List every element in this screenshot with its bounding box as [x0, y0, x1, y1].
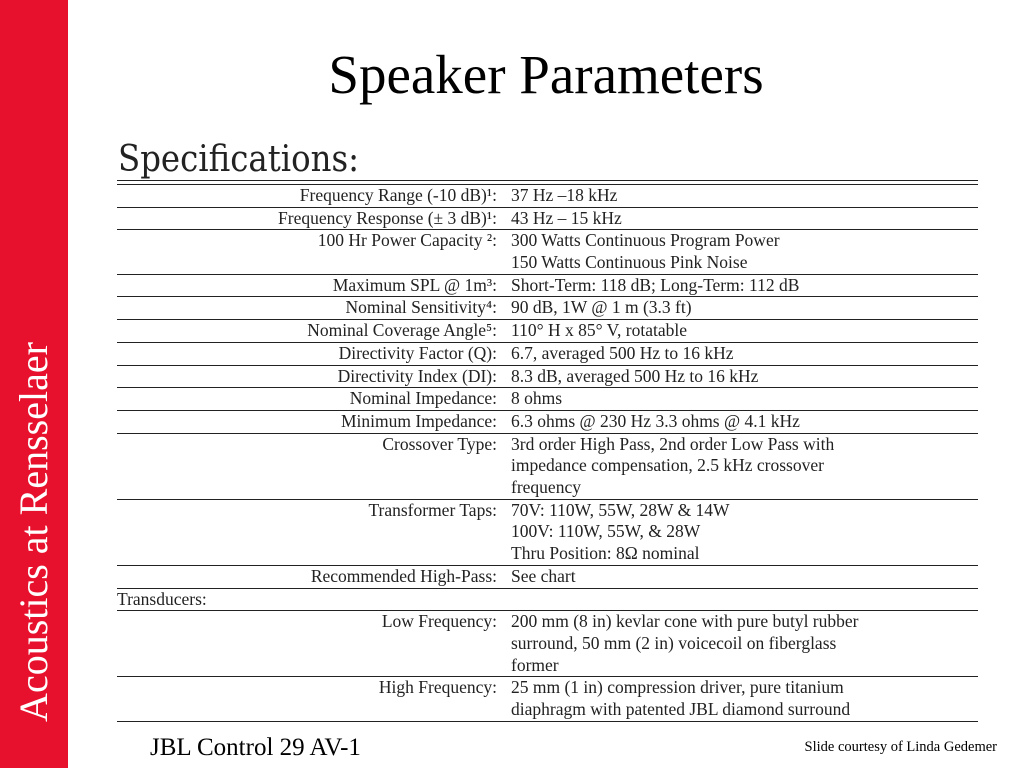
spec-value [507, 343, 978, 365]
spec-value-line: 150 Watts Continuous Pink Noise [511, 252, 748, 273]
slide-title: Speaker Parameters [328, 44, 764, 105]
specifications-heading: Specifications: [118, 139, 360, 180]
spec-value-line: 6.7, averaged 500 Hz to 16 kHz [511, 342, 734, 363]
table-row [117, 434, 978, 500]
spec-value [507, 185, 978, 207]
spec-value-line: frequency [511, 477, 581, 498]
spec-value-line: 37 Hz –18 kHz [511, 185, 618, 205]
spec-value [507, 275, 978, 297]
spec-value [507, 500, 978, 565]
spec-value-line: Short-Term: 118 dB; Long-Term: 112 dB [511, 274, 800, 295]
spec-label: Directivity Index (DI): [337, 365, 497, 386]
spec-value-line: 300 Watts Continuous Program Power [511, 230, 780, 251]
table-row [117, 411, 978, 434]
spec-label: Directivity Factor (Q): [338, 342, 497, 363]
spec-label: Frequency Response (± 3 dB)¹: [278, 207, 497, 228]
spec-value-line: 6.3 ohms @ 230 Hz 3.3 ohms @ 4.1 kHz [511, 411, 800, 431]
spec-value-line: 8 ohms [511, 388, 563, 409]
specifications-table [117, 180, 978, 722]
table-row [117, 388, 978, 411]
spec-label: Frequency Range (-10 dB)¹: [299, 185, 497, 205]
table-row [117, 208, 978, 231]
spec-label: Nominal Impedance: [349, 388, 497, 409]
spec-value-line: 25 mm (1 in) compression driver, pure titanium [511, 677, 844, 698]
table-row [117, 230, 978, 274]
spec-label: Recommended High-Pass: [310, 565, 497, 586]
spec-label: High Frequency: [378, 677, 497, 698]
spec-value [507, 230, 978, 273]
spec-label: Transformer Taps: [368, 499, 497, 520]
spec-label: Crossover Type: [382, 433, 497, 454]
spec-label: Nominal Sensitivity⁴: [345, 297, 497, 318]
spec-value [507, 611, 978, 676]
table-row [117, 185, 978, 208]
spec-value [507, 434, 978, 499]
table-row [117, 611, 978, 677]
spec-value [507, 320, 978, 342]
spec-value-line: 43 Hz – 15 kHz [511, 207, 622, 228]
transducers-section-label: Transducers: [117, 589, 978, 612]
table-row [117, 500, 978, 566]
spec-value-line: 110° H x 85° V, rotatable [511, 320, 688, 341]
table-row [117, 677, 978, 721]
spec-value [507, 366, 978, 388]
spec-value [507, 208, 978, 230]
table-row [117, 297, 978, 320]
spec-label: Nominal Coverage Angle⁵: [307, 320, 497, 341]
spec-value-line: diaphragm with patented JBL diamond surround [511, 698, 851, 719]
spec-value [507, 388, 978, 410]
spec-value-line: former [511, 654, 559, 675]
spec-value-line: Thru Position: 8Ω nominal [511, 543, 700, 564]
table-row [117, 320, 978, 343]
spec-value [507, 566, 978, 588]
spec-value-line: 70V: 110W, 55W, 28W & 14W [511, 499, 730, 520]
sidebar-band [0, 0, 68, 768]
footer-model-name: JBL Control 29 AV-1 [150, 734, 361, 761]
spec-value-line: 90 dB, 1W @ 1 m (3.3 ft) [511, 297, 692, 318]
spec-value-line: impedance compensation, 2.5 kHz crossover [511, 455, 824, 476]
table-row [117, 275, 978, 298]
sidebar-label: Acoustics at Rensselaer [11, 342, 56, 722]
spec-value-line: See chart [511, 565, 576, 586]
spec-label: Minimum Impedance: [340, 411, 497, 431]
table-row [117, 566, 978, 589]
spec-value [507, 297, 978, 319]
spec-label: Low Frequency: [381, 611, 497, 632]
spec-value-line: 8.3 dB, averaged 500 Hz to 16 kHz [511, 365, 759, 386]
footer-credit: Slide courtesy of Linda Gedemer [804, 739, 997, 755]
spec-value-line: 100V: 110W, 55W, & 28W [511, 521, 701, 542]
spec-value-line: 3rd order High Pass, 2nd order Low Pass with [511, 433, 835, 454]
spec-value-line: surround, 50 mm (2 in) voicecoil on fiberglass [511, 632, 837, 653]
spec-value-line: 200 mm (8 in) kevlar cone with pure butyl rubber [511, 611, 859, 632]
table-row [117, 343, 978, 366]
spec-rows [117, 185, 978, 589]
spec-value [507, 677, 978, 720]
spec-value [507, 411, 978, 433]
transducer-rows [117, 611, 978, 721]
spec-label: 100 Hr Power Capacity ²: [317, 230, 497, 251]
table-row [117, 366, 978, 389]
spec-label: Maximum SPL @ 1m³: [332, 274, 497, 295]
